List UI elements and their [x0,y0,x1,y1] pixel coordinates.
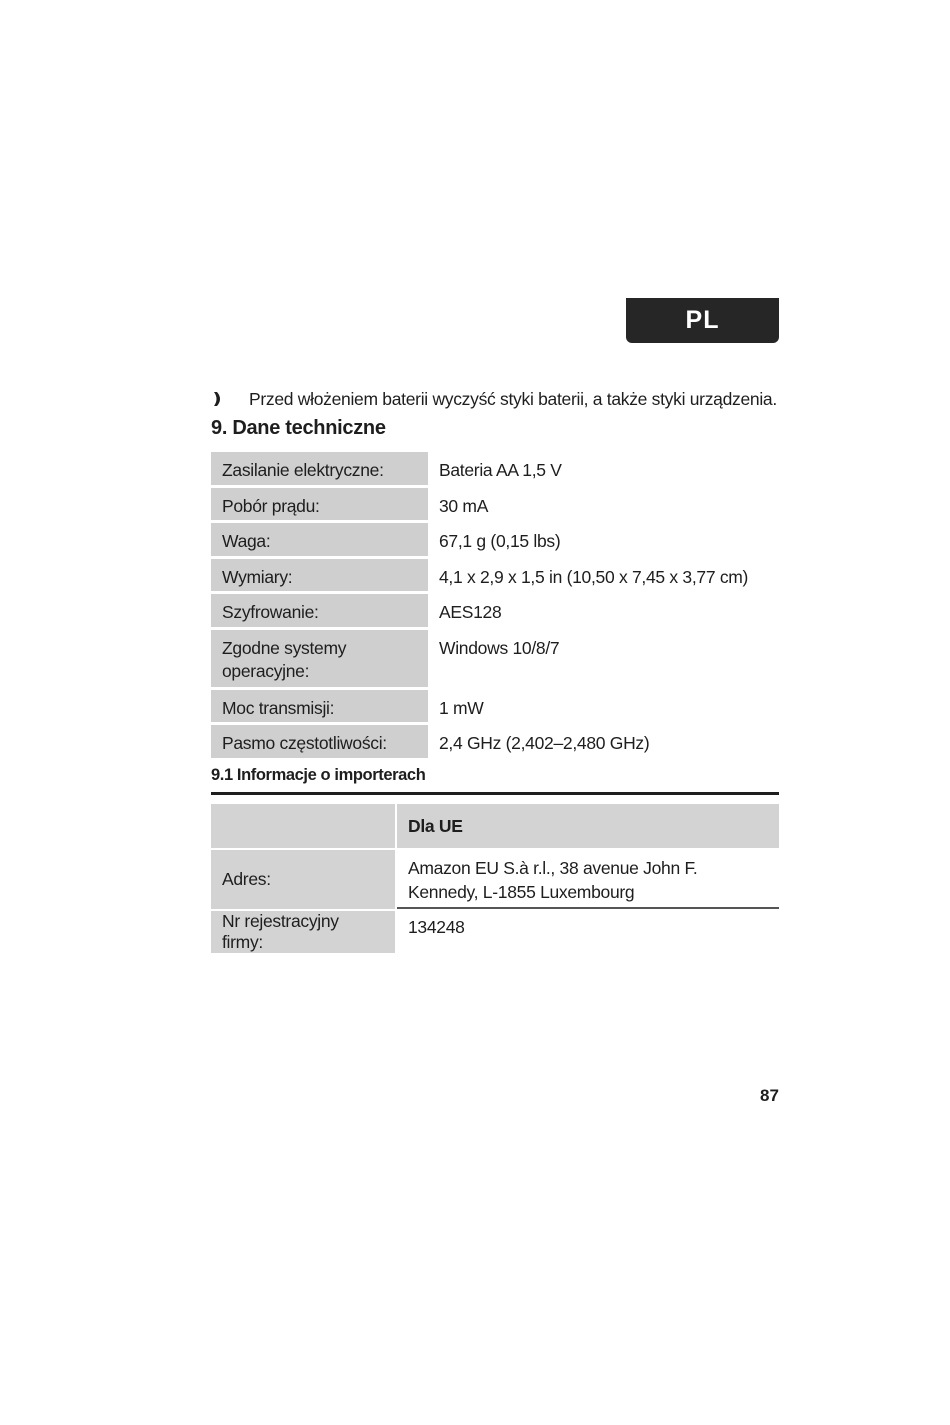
spec-row [211,725,781,761]
importer-label: Nr rejestracyjny firmy: [211,911,395,953]
importer-row [211,850,779,909]
spec-row [211,594,781,630]
spec-row [211,452,781,488]
spec-row [211,523,781,559]
importer-row [211,911,779,953]
spec-value: 67,1 g (0,15 lbs) [439,531,561,551]
spec-value: 30 mA [439,496,489,516]
spec-label: Pobór prądu: [211,488,428,523]
importer-value: Amazon EU S.à r.l., 38 avenue John F. Kennedy, L-1855 Luxembourg [397,850,779,909]
spec-label: Zasilanie elektryczne: [211,452,428,488]
section-title: 9. Dane techniczne [211,417,386,439]
divider-rule [211,792,779,795]
spec-label: Zgodne systemy operacyjne: [211,630,428,690]
spec-row [211,488,781,523]
spec-value: 1 mW [439,698,484,718]
importer-header-row [211,804,779,848]
importer-value: 134248 [408,917,465,937]
instruction-bullet [211,386,781,412]
language-tab-label: PL [685,306,720,334]
spec-label: Moc transmisji: [211,690,428,725]
page-number: 87 [760,1086,779,1105]
language-tab [626,298,779,343]
importer-header-value: Dla UE [397,804,779,848]
spec-label: Waga: [211,523,428,559]
subsection-title: 9.1 Informacje o importerach [211,766,426,784]
bullet-icon [211,391,225,407]
spec-value: Bateria AA 1,5 V [439,460,562,480]
spec-value: Windows 10/8/7 [439,638,560,658]
spec-label: Szyfrowanie: [211,594,428,630]
spec-value: AES128 [439,602,502,622]
importer-label: Adres: [211,850,395,909]
spec-value: 4,1 x 2,9 x 1,5 in (10,50 x 7,45 x 3,77 cm) [439,567,749,587]
spec-label: Wymiary: [211,559,428,594]
spec-row [211,690,781,725]
importer-header-label [211,804,395,848]
spec-label: Pasmo częstotliwości: [211,725,428,761]
spec-table [211,452,781,761]
spec-value: 2,4 GHz (2,402–2,480 GHz) [439,733,650,753]
spec-row [211,559,781,594]
bullet-text: Przed włożeniem baterii wyczyść styki baterii, a także styki urządzenia. [249,388,777,409]
importer-table [211,804,779,953]
spec-row [211,630,781,690]
